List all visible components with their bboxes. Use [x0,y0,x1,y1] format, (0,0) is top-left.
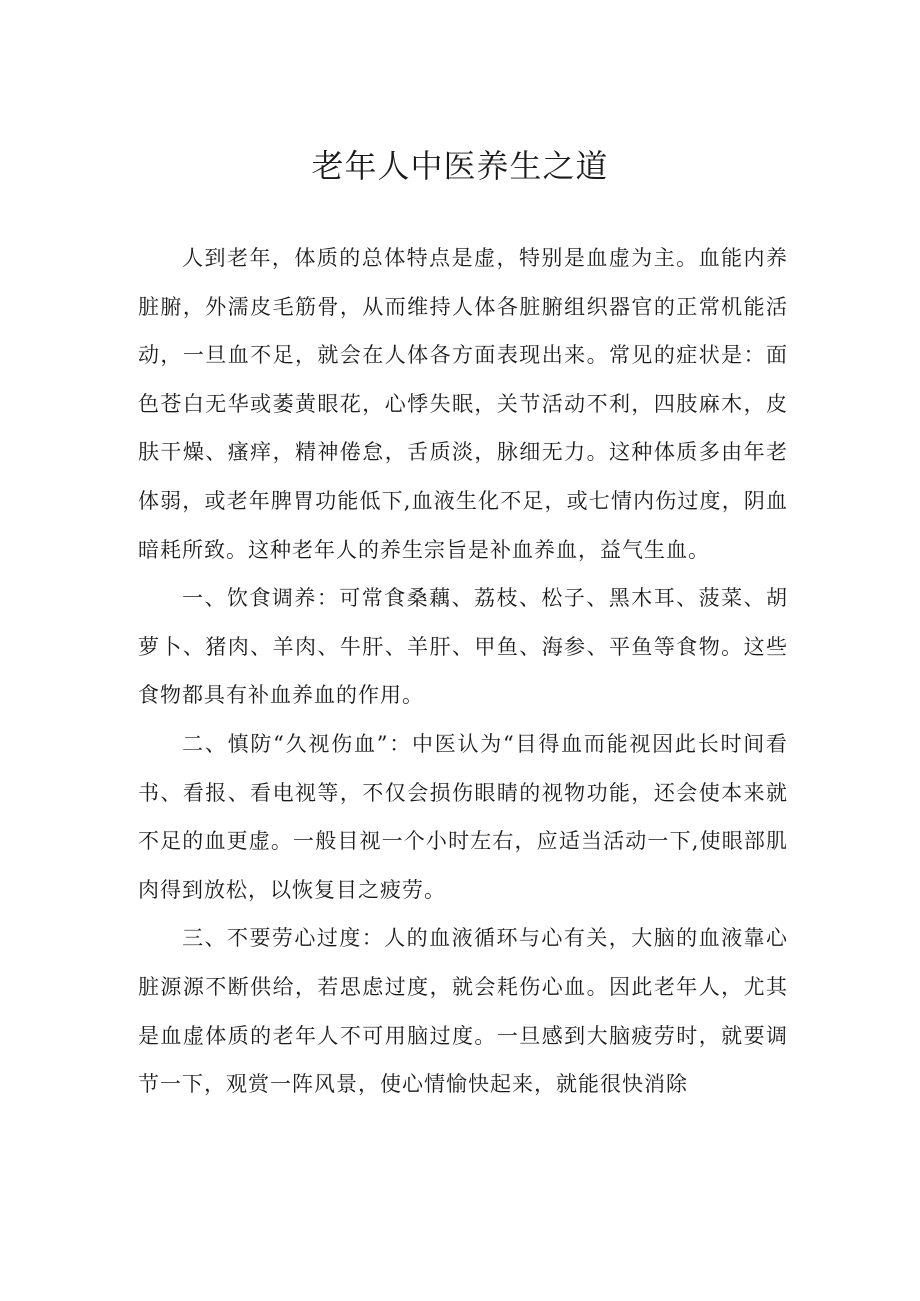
document-body [138,234,788,1109]
paragraph-eye-strain: 二、慎防“久视伤血”：中医认为“目得血而能视因此长时间看书、看报、看电视等，不仅会损伤眼睛的视物功能，还会使本来就不足的血更虚。一般目视一个小时左右，应适当活动一下,使眼部肌肉得到放松，以恢复目之疲劳。 [138,731,788,902]
document-title: 老年人中医养生之道 [311,147,609,185]
paragraph-mental-fatigue: 三、不要劳心过度：人的血液循环与心有关，大脑的血液靠心脏源源不断供给，若思虑过度，就会耗伤心血。因此老年人，尤其是血虚体质的老年人不可用脑过度。一旦感到大脑疲劳时，就要调节一下，观赏一阵风景，使心情愉快起来，就能很快消除 [138,926,788,1097]
paragraph-intro: 人到老年，体质的总体特点是虚，特别是血虚为主。血能内养脏腑，外濡皮毛筋骨，从而维持人体各脏腑组织器官的正常机能活动，一旦血不足，就会在人体各方面表现出来。常见的症状是：面色苍白无华或萎黄眼花，心悸失眠，关节活动不利，四肢麻木，皮肤干燥、瘙痒，精神倦怠，舌质淡，脉细无力。这种体质多由年老体弱，或老年脾胃功能低下,血液生化不足，或七情内伤过度，阴血暗耗所致。这种老年人的养生宗旨是补血养血，益气生血。 [138,246,788,562]
paragraph-diet: 一、饮食调养：可常食桑藕、荔枝、松子、黑木耳、菠菜、胡萝卜、猪肉、羊肉、牛肝、羊肝、甲鱼、海参、平鱼等食物。这些食物都具有补血养血的作用。 [138,586,788,708]
